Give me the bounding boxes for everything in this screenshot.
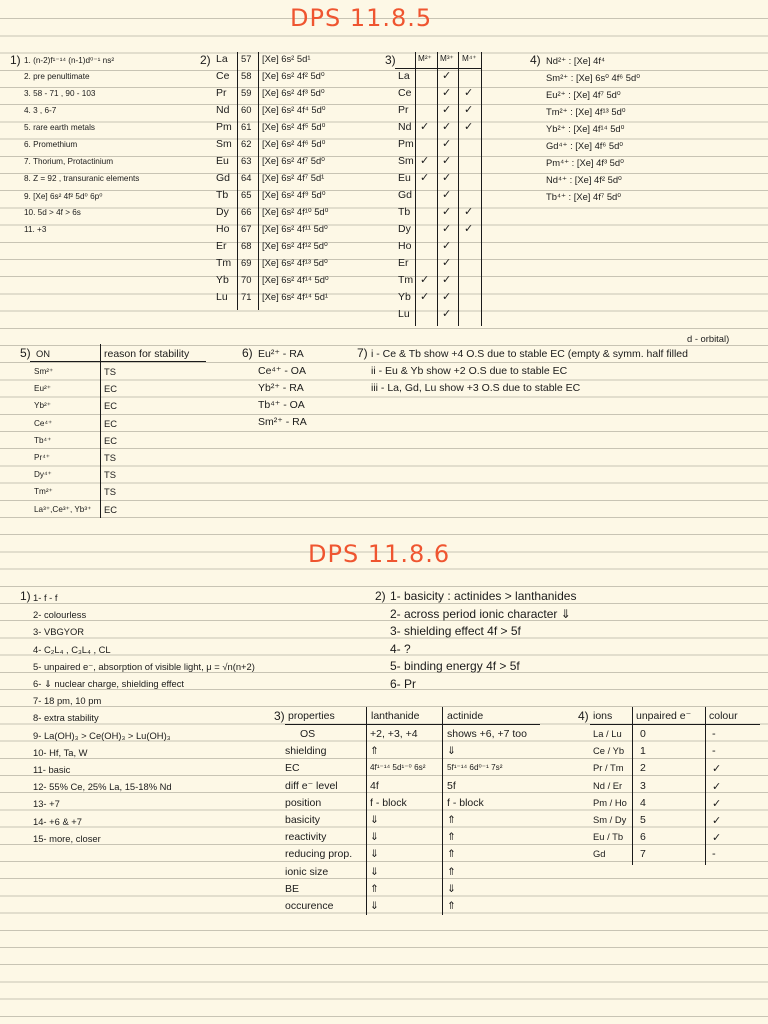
list-item: 10- Hf, Ta, W <box>33 746 88 758</box>
list-item: 6- ⇓ nuclear charge, shielding effect <box>33 678 184 689</box>
element-symbol: Pr <box>216 87 227 99</box>
q7-number: 7) <box>357 346 368 360</box>
reason: TS <box>104 486 116 498</box>
ion-pair: Ce / Yb <box>593 745 625 757</box>
list-item: Sm²⁺ : [Xe] 6s⁰ 4f⁶ 5d⁰ <box>546 72 640 83</box>
reason: TS <box>104 452 116 463</box>
lanthanide-value: ⇓ <box>370 900 379 912</box>
list-item: 1. (n-2)f¹⁻¹⁴ (n-1)d⁰⁻¹ ns² <box>24 56 115 65</box>
ion-label: Pr⁴⁺ <box>34 453 51 462</box>
ion-pair: La / Lu <box>593 728 622 739</box>
property-name: ionic size <box>285 865 329 878</box>
check-icon: ✓ <box>442 121 452 133</box>
actinide-value: ⇑ <box>447 900 456 912</box>
check-icon: ✓ <box>442 291 452 303</box>
ion-label: Yb²⁺ <box>34 401 52 411</box>
lanthanide-value: 4f¹⁻¹⁴ 5d¹⁻⁰ 6s² <box>370 763 426 773</box>
ion-label: Dy⁴⁺ <box>34 470 52 480</box>
q6-number: 6) <box>242 346 253 360</box>
unpaired-count: 5 <box>640 814 646 826</box>
ion-label: Ce⁴⁺ <box>34 418 53 428</box>
list-item: Tb⁴⁺ : [Xe] 4f⁷ 5d⁰ <box>546 191 622 202</box>
element-symbol: Yb <box>216 274 229 286</box>
column-header: ions <box>593 710 613 722</box>
list-item: Nd²⁺ : [Xe] 4f⁴ <box>546 55 605 66</box>
actinide-value: ⇑ <box>447 831 456 844</box>
q3-divider <box>437 52 438 326</box>
column-header: reason for stability <box>104 348 190 360</box>
q3-header-rule <box>395 68 481 69</box>
q3-divider <box>458 52 459 326</box>
ion-pair: Gd <box>593 848 606 860</box>
column-header: M³⁺ <box>440 54 454 63</box>
check-icon: ✓ <box>420 274 430 286</box>
s2-q4-divider <box>632 707 633 865</box>
element-symbol: Eu <box>398 172 411 184</box>
electron-config: [Xe] 6s² 4f⁷ 5d¹ <box>262 172 325 183</box>
atomic-number: 61 <box>241 121 252 132</box>
element-symbol: Ce <box>216 70 230 82</box>
reason: EC <box>104 383 118 395</box>
actinide-value: ⇓ <box>447 882 456 895</box>
check-icon: ✓ <box>442 257 452 269</box>
electron-config: [Xe] 6s² 4f¹⁴ 5d¹ <box>262 291 329 302</box>
list-item: 9. [Xe] 6s² 4f² 5d⁰ 6p⁰ <box>24 192 103 201</box>
element-symbol: Pr <box>398 104 409 116</box>
column-header: lanthanide <box>371 710 420 722</box>
ion-label: Sm²⁺ <box>34 367 54 376</box>
colour-indicator: ✓ <box>712 780 722 793</box>
list-item: 1- basicity : actinides > lanthanides <box>390 589 577 603</box>
property-name: position <box>285 796 322 809</box>
list-item: Tb⁴⁺ - OA <box>258 399 305 411</box>
lanthanide-value: f - block <box>370 796 407 809</box>
reason: EC <box>104 417 118 429</box>
colour-indicator: ✓ <box>712 832 722 845</box>
column-header: unpaired e⁻ <box>636 710 692 722</box>
list-item: 15- more, closer <box>33 832 101 844</box>
unpaired-count: 0 <box>640 728 646 740</box>
s2-q3-number: 3) <box>274 709 285 723</box>
element-symbol: Er <box>398 257 409 269</box>
list-item: 5- binding energy 4f > 5f <box>390 659 520 673</box>
atomic-number: 59 <box>241 87 252 98</box>
element-symbol: Ce <box>398 87 412 99</box>
element-symbol: Gd <box>216 172 231 184</box>
s2-q2-number: 2) <box>375 589 386 603</box>
check-icon: ✓ <box>464 87 474 99</box>
lanthanide-value: ⇑ <box>370 745 379 758</box>
column-header: colour <box>709 710 738 722</box>
list-item: Yb²⁺ : [Xe] 4f¹⁴ 5d⁰ <box>546 123 625 134</box>
atomic-number: 66 <box>241 206 252 217</box>
q1-number: 1) <box>10 53 21 67</box>
element-symbol: Eu <box>216 155 229 167</box>
unpaired-count: 3 <box>640 779 646 792</box>
unpaired-count: 7 <box>640 848 646 861</box>
reason: EC <box>104 400 118 412</box>
element-symbol: Lu <box>398 308 410 320</box>
unpaired-count: 6 <box>640 831 646 844</box>
property-name: OS <box>300 728 316 740</box>
ion-label: Tm²⁺ <box>34 487 53 497</box>
element-symbol: Pm <box>398 138 414 150</box>
list-item: 8. Z = 92 , transuranic elements <box>24 174 140 183</box>
s2-q4-header-rule <box>590 724 760 725</box>
list-item: 3- shielding effect 4f > 5f <box>390 624 521 638</box>
electron-config: [Xe] 6s² 4f⁷ 5d⁰ <box>262 155 325 166</box>
column-header: ON <box>36 348 51 359</box>
reason: TS <box>104 469 116 481</box>
lanthanide-value: ⇓ <box>370 814 379 826</box>
property-name: shielding <box>285 745 327 758</box>
actinide-value: 5f¹⁻¹⁴ 6d⁰⁻¹ 7s² <box>447 763 503 773</box>
colour-indicator: - <box>712 728 716 740</box>
lanthanide-value: +2, +3, +4 <box>370 728 418 740</box>
column-header: actinide <box>447 710 484 722</box>
electron-config: [Xe] 6s² 4f¹³ 5d⁰ <box>262 257 328 268</box>
check-icon: ✓ <box>442 70 452 82</box>
atomic-number: 69 <box>241 257 252 268</box>
list-item: Ce⁴⁺ - OA <box>258 365 306 377</box>
atomic-number: 62 <box>241 138 252 149</box>
atomic-number: 71 <box>241 291 252 302</box>
q5-divider <box>100 344 101 518</box>
atomic-number: 57 <box>241 53 252 64</box>
s2-q3-divider <box>366 707 367 915</box>
s2-q4-divider <box>705 707 706 865</box>
property-name: diff e⁻ level <box>285 779 338 792</box>
element-symbol: Ho <box>398 240 412 252</box>
list-item: Pm⁴⁺ : [Xe] 4f³ 5d⁰ <box>546 157 624 168</box>
ion-pair: Sm / Dy <box>593 814 627 825</box>
atomic-number: 58 <box>241 70 252 81</box>
q2-number: 2) <box>200 53 211 67</box>
electron-config: [Xe] 6s² 4f⁴ 5d⁰ <box>262 104 326 115</box>
list-item: Sm²⁺ - RA <box>258 416 307 428</box>
atomic-number: 63 <box>241 155 252 166</box>
element-symbol: Nd <box>398 121 412 133</box>
check-icon: ✓ <box>442 274 452 286</box>
q5-header-rule <box>30 361 206 362</box>
colour-indicator: - <box>712 848 716 861</box>
list-item: Tm²⁺ : [Xe] 4f¹³ 5d⁰ <box>546 106 626 117</box>
check-icon: ✓ <box>464 121 474 133</box>
list-item: i - Ce & Tb show +4 O.S due to stable EC (empty & symm. half filled <box>371 348 688 360</box>
check-icon: ✓ <box>442 87 452 99</box>
atomic-number: 67 <box>241 223 252 234</box>
list-item: 8- extra stability <box>33 712 99 724</box>
check-icon: ✓ <box>464 206 474 218</box>
list-item: 6- Pr <box>390 676 417 691</box>
q2-divider <box>258 52 259 310</box>
check-icon: ✓ <box>442 172 452 184</box>
element-symbol: Nd <box>216 104 230 116</box>
atomic-number: 64 <box>241 172 252 183</box>
electron-config: [Xe] 6s² 4f³ 5d⁰ <box>262 87 325 98</box>
list-item: 12- 55% Ce, 25% La, 15-18% Nd <box>33 781 172 793</box>
list-item: iii - La, Gd, Lu show +3 O.S due to stable EC <box>371 382 581 394</box>
property-name: EC <box>285 762 300 775</box>
electron-config: [Xe] 6s² 4f¹⁰ 5d⁰ <box>262 206 329 217</box>
check-icon: ✓ <box>442 104 452 116</box>
list-item: 7- 18 pm, 10 pm <box>33 695 102 707</box>
property-name: basicity <box>285 814 321 826</box>
check-icon: ✓ <box>442 240 452 252</box>
list-item: 2. pre penultimate <box>24 72 90 81</box>
colour-indicator: - <box>712 745 716 758</box>
check-icon: ✓ <box>442 189 452 201</box>
list-item: 13- +7 <box>33 798 60 810</box>
electron-config: [Xe] 6s² 5d¹ <box>262 53 311 64</box>
list-item: 4- ? <box>390 641 411 656</box>
element-symbol: Gd <box>398 189 413 201</box>
ion-label: Tb⁴⁺ <box>34 435 52 445</box>
q3-divider <box>415 52 416 326</box>
element-symbol: Tb <box>398 206 411 218</box>
actinide-value: ⇓ <box>447 745 456 758</box>
element-symbol: La <box>398 70 410 82</box>
property-name: reducing prop. <box>285 848 353 861</box>
colour-indicator: ✓ <box>712 815 722 827</box>
list-item: 5. rare earth metals <box>24 123 95 132</box>
list-item: Gd⁴⁺ : [Xe] 4f⁶ 5d⁰ <box>546 140 624 151</box>
element-symbol: La <box>216 53 228 65</box>
reason: EC <box>104 503 118 515</box>
q5-number: 5) <box>20 346 31 360</box>
property-name: reactivity <box>285 831 327 844</box>
ion-label: Eu²⁺ <box>34 384 52 394</box>
column-header: properties <box>288 710 335 722</box>
electron-config: [Xe] 6s² 4f⁹ 5d⁰ <box>262 189 326 200</box>
lanthanide-value: ⇓ <box>370 865 379 878</box>
q3-divider <box>481 52 482 326</box>
list-item: Nd⁴⁺ : [Xe] 4f² 5d⁰ <box>546 174 622 185</box>
list-item: 6. Promethium <box>24 140 78 149</box>
reason: TS <box>104 366 116 377</box>
q4-number: 4) <box>530 53 541 67</box>
colour-indicator: ✓ <box>712 797 722 810</box>
element-symbol: Tm <box>216 257 232 269</box>
check-icon: ✓ <box>442 308 452 320</box>
element-symbol: Tb <box>216 189 229 201</box>
list-item: 4. 3 , 6-7 <box>24 106 57 115</box>
element-symbol: Sm <box>398 155 414 167</box>
element-symbol: Tm <box>398 274 414 286</box>
ion-pair: Eu / Tb <box>593 831 624 843</box>
property-name: occurence <box>285 900 334 912</box>
check-icon: ✓ <box>464 223 474 235</box>
atomic-number: 68 <box>241 240 252 251</box>
lanthanide-value: 4f <box>370 779 379 792</box>
list-item: 11- basic <box>33 764 71 775</box>
unpaired-count: 4 <box>640 796 646 809</box>
actinide-value: ⇑ <box>447 848 456 861</box>
list-item: Eu²⁺ : [Xe] 4f⁷ 5d⁰ <box>546 89 621 100</box>
list-item: 5- unpaired e⁻, absorption of visible light, μ = √n(n+2) <box>33 660 255 672</box>
actinide-value: ⇑ <box>447 814 456 826</box>
actinide-value: shows +6, +7 too <box>447 728 527 740</box>
check-icon: ✓ <box>442 155 452 167</box>
element-symbol: Dy <box>398 223 411 235</box>
check-icon: ✓ <box>442 138 452 150</box>
list-item: 4- C₂L₄ , C₃L₄ , CL <box>33 643 111 655</box>
list-item: 10. 5d > 4f > 6s <box>24 208 81 217</box>
column-header: M⁴⁺ <box>462 54 477 63</box>
lanthanide-value: ⇓ <box>370 831 379 844</box>
colour-indicator: ✓ <box>712 763 722 776</box>
section-title-1: DPS 11.8.5 <box>290 4 433 32</box>
element-symbol: Ho <box>216 223 230 235</box>
q3-number: 3) <box>385 53 396 67</box>
list-item: Eu²⁺ - RA <box>258 348 304 360</box>
electron-config: [Xe] 6s² 4f¹² 5d⁰ <box>262 240 328 251</box>
ion-pair: Nd / Er <box>593 779 623 791</box>
check-icon: ✓ <box>420 172 430 184</box>
electron-config: [Xe] 6s² 4f² 5d⁰ <box>262 70 325 81</box>
element-symbol: Er <box>216 240 227 252</box>
s2-q1-number: 1) <box>20 589 31 603</box>
element-symbol: Dy <box>216 206 229 218</box>
list-item: 3- VBGYOR <box>33 626 85 638</box>
check-icon: ✓ <box>464 104 474 116</box>
list-item: 1- f - f <box>33 592 58 603</box>
actinide-value: ⇑ <box>447 865 456 878</box>
electron-config: [Xe] 6s² 4f¹¹ 5d⁰ <box>262 223 328 234</box>
atomic-number: 65 <box>241 189 252 200</box>
property-name: BE <box>285 882 300 895</box>
check-icon: ✓ <box>442 206 452 218</box>
s2-q4-number: 4) <box>578 709 589 723</box>
check-icon: ✓ <box>420 291 430 303</box>
element-symbol: Yb <box>398 291 411 303</box>
list-item: 3. 58 - 71 , 90 - 103 <box>24 89 96 98</box>
list-item: 14- +6 & +7 <box>33 815 82 827</box>
element-symbol: Lu <box>216 291 228 303</box>
unpaired-count: 2 <box>640 762 646 775</box>
check-icon: ✓ <box>420 155 430 167</box>
electron-config: [Xe] 6s² 4f⁶ 5d⁰ <box>262 138 326 149</box>
q2-divider <box>237 52 238 310</box>
s2-q3-header-rule <box>285 724 540 725</box>
lanthanide-value: ⇓ <box>370 848 379 861</box>
list-item: Yb²⁺ - RA <box>258 382 304 394</box>
section-title-2: DPS 11.8.6 <box>308 540 451 568</box>
list-item: ii - Eu & Yb show +2 O.S due to stable EC <box>371 365 568 377</box>
check-icon: ✓ <box>442 223 452 235</box>
check-icon: ✓ <box>420 121 430 133</box>
electron-config: [Xe] 6s² 4f¹⁴ 5d⁰ <box>262 274 329 285</box>
list-item: 2- across period ionic character ⇓ <box>390 606 571 621</box>
column-header: M²⁺ <box>418 54 432 63</box>
element-symbol: Sm <box>216 138 232 150</box>
d-orbital-note: d - orbital) <box>687 333 730 344</box>
actinide-value: f - block <box>447 796 484 809</box>
unpaired-count: 1 <box>640 745 646 758</box>
ion-pair: Pr / Tm <box>593 762 624 774</box>
ion-label: La³⁺,Ce³⁺, Yb³⁺ <box>34 504 92 514</box>
atomic-number: 70 <box>241 274 252 285</box>
electron-config: [Xe] 6s² 4f⁵ 5d⁰ <box>262 121 326 132</box>
lanthanide-value: ⇑ <box>370 882 379 895</box>
list-item: 7. Thorium, Protactinium <box>24 157 114 166</box>
list-item: 11. +3 <box>24 225 47 234</box>
reason: EC <box>104 434 118 446</box>
element-symbol: Pm <box>216 121 232 133</box>
atomic-number: 60 <box>241 104 252 115</box>
ion-pair: Pm / Ho <box>593 796 627 808</box>
list-item: 2- colourless <box>33 609 87 621</box>
actinide-value: 5f <box>447 779 456 792</box>
list-item: 9- La(OH)₃ > Ce(OH)₃ > Lu(OH)₃ <box>33 729 171 741</box>
s2-q3-divider <box>442 707 443 915</box>
